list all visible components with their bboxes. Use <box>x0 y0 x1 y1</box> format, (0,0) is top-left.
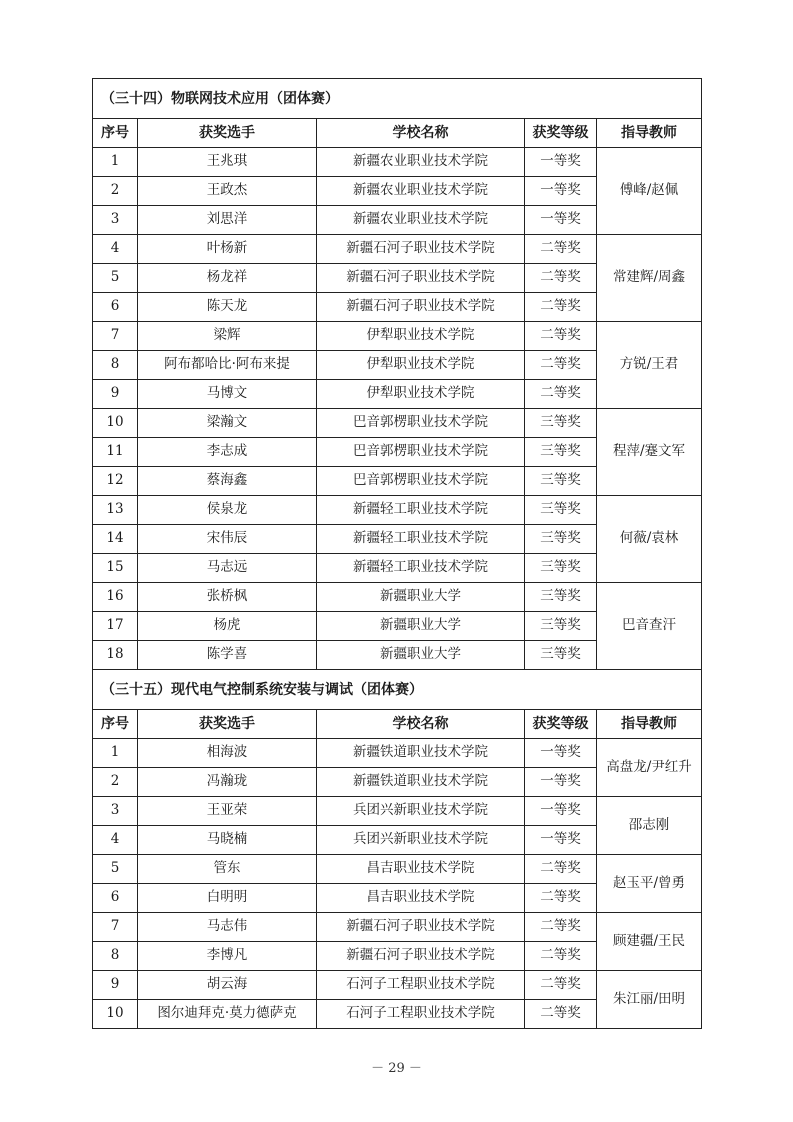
cell-school: 新疆轻工职业技术学院 <box>317 554 525 583</box>
cell-school: 石河子工程职业技术学院 <box>317 971 525 1000</box>
cell-number: 8 <box>93 351 138 380</box>
cell-school: 新疆石河子职业技术学院 <box>317 293 525 322</box>
cell-number: 5 <box>93 264 138 293</box>
cell-winner: 梁瀚文 <box>138 409 317 438</box>
cell-winner: 梁辉 <box>138 322 317 351</box>
table-row <box>93 409 702 438</box>
cell-school: 新疆铁道职业技术学院 <box>317 768 525 797</box>
cell-school: 新疆职业大学 <box>317 583 525 612</box>
cell-school: 兵团兴新职业技术学院 <box>317 826 525 855</box>
cell-school: 新疆石河子职业技术学院 <box>317 264 525 293</box>
header-teacher: 指导教师 <box>597 710 702 739</box>
cell-award: 一等奖 <box>525 148 597 177</box>
header-teacher: 指导教师 <box>597 119 702 148</box>
cell-school: 新疆农业职业技术学院 <box>317 177 525 206</box>
cell-number: 2 <box>93 768 138 797</box>
cell-award: 三等奖 <box>525 438 597 467</box>
cell-number: 11 <box>93 438 138 467</box>
cell-award: 三等奖 <box>525 641 597 670</box>
cell-winner: 陈学喜 <box>138 641 317 670</box>
cell-winner: 马博文 <box>138 380 317 409</box>
table-row <box>93 797 702 826</box>
section-title: （三十五）现代电气控制系统安装与调试（团体赛） <box>93 670 702 710</box>
cell-number: 10 <box>93 409 138 438</box>
header-winner: 获奖选手 <box>138 119 317 148</box>
table-row <box>93 235 702 264</box>
cell-number: 1 <box>93 739 138 768</box>
cell-winner: 白明明 <box>138 884 317 913</box>
header-award: 获奖等级 <box>525 710 597 739</box>
cell-teacher: 高盘龙/尹红升 <box>597 739 702 797</box>
cell-winner: 图尔迪拜克·莫力德萨克 <box>138 1000 317 1029</box>
cell-winner: 冯瀚珑 <box>138 768 317 797</box>
cell-number: 7 <box>93 913 138 942</box>
cell-number: 3 <box>93 797 138 826</box>
header-number: 序号 <box>93 710 138 739</box>
cell-award: 三等奖 <box>525 554 597 583</box>
cell-school: 伊犁职业技术学院 <box>317 322 525 351</box>
cell-award: 三等奖 <box>525 496 597 525</box>
cell-number: 6 <box>93 293 138 322</box>
cell-number: 15 <box>93 554 138 583</box>
cell-award: 二等奖 <box>525 971 597 1000</box>
cell-winner: 胡云海 <box>138 971 317 1000</box>
header-winner: 获奖选手 <box>138 710 317 739</box>
cell-number: 9 <box>93 380 138 409</box>
cell-school: 兵团兴新职业技术学院 <box>317 797 525 826</box>
cell-winner: 王政杰 <box>138 177 317 206</box>
cell-teacher: 傅峰/赵佩 <box>597 148 702 235</box>
cell-award: 三等奖 <box>525 467 597 496</box>
cell-number: 6 <box>93 884 138 913</box>
cell-award: 二等奖 <box>525 1000 597 1029</box>
cell-school: 新疆农业职业技术学院 <box>317 206 525 235</box>
cell-number: 13 <box>93 496 138 525</box>
cell-winner: 张桥枫 <box>138 583 317 612</box>
awards-table <box>92 78 702 1029</box>
section-title-row <box>93 79 702 119</box>
document-page <box>92 78 701 1029</box>
table-row <box>93 739 702 768</box>
header-school: 学校名称 <box>317 119 525 148</box>
cell-school: 新疆石河子职业技术学院 <box>317 235 525 264</box>
section-title-row <box>93 670 702 710</box>
table-row <box>93 148 702 177</box>
cell-school: 新疆轻工职业技术学院 <box>317 525 525 554</box>
cell-winner: 宋伟辰 <box>138 525 317 554</box>
header-award: 获奖等级 <box>525 119 597 148</box>
table-row <box>93 496 702 525</box>
cell-winner: 阿布都哈比·阿布来提 <box>138 351 317 380</box>
cell-award: 一等奖 <box>525 797 597 826</box>
table-row <box>93 855 702 884</box>
cell-teacher: 赵玉平/曾勇 <box>597 855 702 913</box>
cell-award: 二等奖 <box>525 913 597 942</box>
cell-school: 伊犁职业技术学院 <box>317 380 525 409</box>
table-row <box>93 971 702 1000</box>
cell-winner: 刘思洋 <box>138 206 317 235</box>
cell-school: 新疆石河子职业技术学院 <box>317 942 525 971</box>
cell-number: 7 <box>93 322 138 351</box>
table-row <box>93 322 702 351</box>
cell-number: 17 <box>93 612 138 641</box>
cell-winner: 杨龙祥 <box>138 264 317 293</box>
cell-teacher: 常建辉/周鑫 <box>597 235 702 322</box>
cell-school: 新疆铁道职业技术学院 <box>317 739 525 768</box>
cell-award: 一等奖 <box>525 206 597 235</box>
cell-award: 二等奖 <box>525 884 597 913</box>
cell-award: 一等奖 <box>525 826 597 855</box>
cell-winner: 马志伟 <box>138 913 317 942</box>
cell-winner: 蔡海鑫 <box>138 467 317 496</box>
cell-number: 14 <box>93 525 138 554</box>
cell-number: 5 <box>93 855 138 884</box>
cell-winner: 马晓楠 <box>138 826 317 855</box>
cell-award: 三等奖 <box>525 409 597 438</box>
cell-number: 3 <box>93 206 138 235</box>
cell-winner: 王亚荣 <box>138 797 317 826</box>
cell-winner: 杨虎 <box>138 612 317 641</box>
cell-award: 二等奖 <box>525 293 597 322</box>
cell-award: 三等奖 <box>525 525 597 554</box>
section-title: （三十四）物联网技术应用（团体赛） <box>93 79 702 119</box>
header-school: 学校名称 <box>317 710 525 739</box>
cell-teacher: 顾建疆/王民 <box>597 913 702 971</box>
cell-winner: 管东 <box>138 855 317 884</box>
cell-teacher: 方锐/王君 <box>597 322 702 409</box>
cell-winner: 王兆琪 <box>138 148 317 177</box>
cell-school: 新疆石河子职业技术学院 <box>317 913 525 942</box>
cell-teacher: 巴音查汗 <box>597 583 702 670</box>
cell-number: 18 <box>93 641 138 670</box>
cell-award: 二等奖 <box>525 942 597 971</box>
cell-winner: 相海波 <box>138 739 317 768</box>
cell-award: 二等奖 <box>525 264 597 293</box>
cell-winner: 叶杨新 <box>138 235 317 264</box>
cell-award: 二等奖 <box>525 235 597 264</box>
cell-teacher: 朱江丽/田明 <box>597 971 702 1029</box>
cell-winner: 李志成 <box>138 438 317 467</box>
cell-teacher: 何薇/袁林 <box>597 496 702 583</box>
cell-award: 一等奖 <box>525 739 597 768</box>
cell-school: 新疆职业大学 <box>317 612 525 641</box>
cell-school: 石河子工程职业技术学院 <box>317 1000 525 1029</box>
cell-number: 4 <box>93 235 138 264</box>
table-header-row <box>93 119 702 148</box>
header-number: 序号 <box>93 119 138 148</box>
cell-number: 4 <box>93 826 138 855</box>
cell-number: 12 <box>93 467 138 496</box>
table-row <box>93 583 702 612</box>
page-number: － 29 － <box>371 1061 422 1076</box>
cell-winner: 马志远 <box>138 554 317 583</box>
cell-winner: 李博凡 <box>138 942 317 971</box>
cell-award: 三等奖 <box>525 583 597 612</box>
cell-school: 新疆农业职业技术学院 <box>317 148 525 177</box>
cell-award: 二等奖 <box>525 351 597 380</box>
cell-number: 16 <box>93 583 138 612</box>
cell-school: 巴音郭楞职业技术学院 <box>317 409 525 438</box>
cell-school: 伊犁职业技术学院 <box>317 351 525 380</box>
cell-number: 9 <box>93 971 138 1000</box>
table-row <box>93 913 702 942</box>
cell-award: 一等奖 <box>525 177 597 206</box>
cell-school: 昌吉职业技术学院 <box>317 884 525 913</box>
cell-school: 巴音郭楞职业技术学院 <box>317 467 525 496</box>
cell-winner: 陈天龙 <box>138 293 317 322</box>
cell-award: 二等奖 <box>525 322 597 351</box>
cell-winner: 侯泉龙 <box>138 496 317 525</box>
cell-award: 一等奖 <box>525 768 597 797</box>
cell-school: 新疆职业大学 <box>317 641 525 670</box>
cell-award: 二等奖 <box>525 855 597 884</box>
cell-award: 三等奖 <box>525 612 597 641</box>
cell-number: 2 <box>93 177 138 206</box>
cell-teacher: 程萍/蹇文军 <box>597 409 702 496</box>
cell-teacher: 邵志刚 <box>597 797 702 855</box>
cell-school: 昌吉职业技术学院 <box>317 855 525 884</box>
cell-school: 巴音郭楞职业技术学院 <box>317 438 525 467</box>
table-header-row <box>93 710 702 739</box>
cell-school: 新疆轻工职业技术学院 <box>317 496 525 525</box>
cell-number: 10 <box>93 1000 138 1029</box>
cell-number: 8 <box>93 942 138 971</box>
cell-award: 二等奖 <box>525 380 597 409</box>
cell-number: 1 <box>93 148 138 177</box>
